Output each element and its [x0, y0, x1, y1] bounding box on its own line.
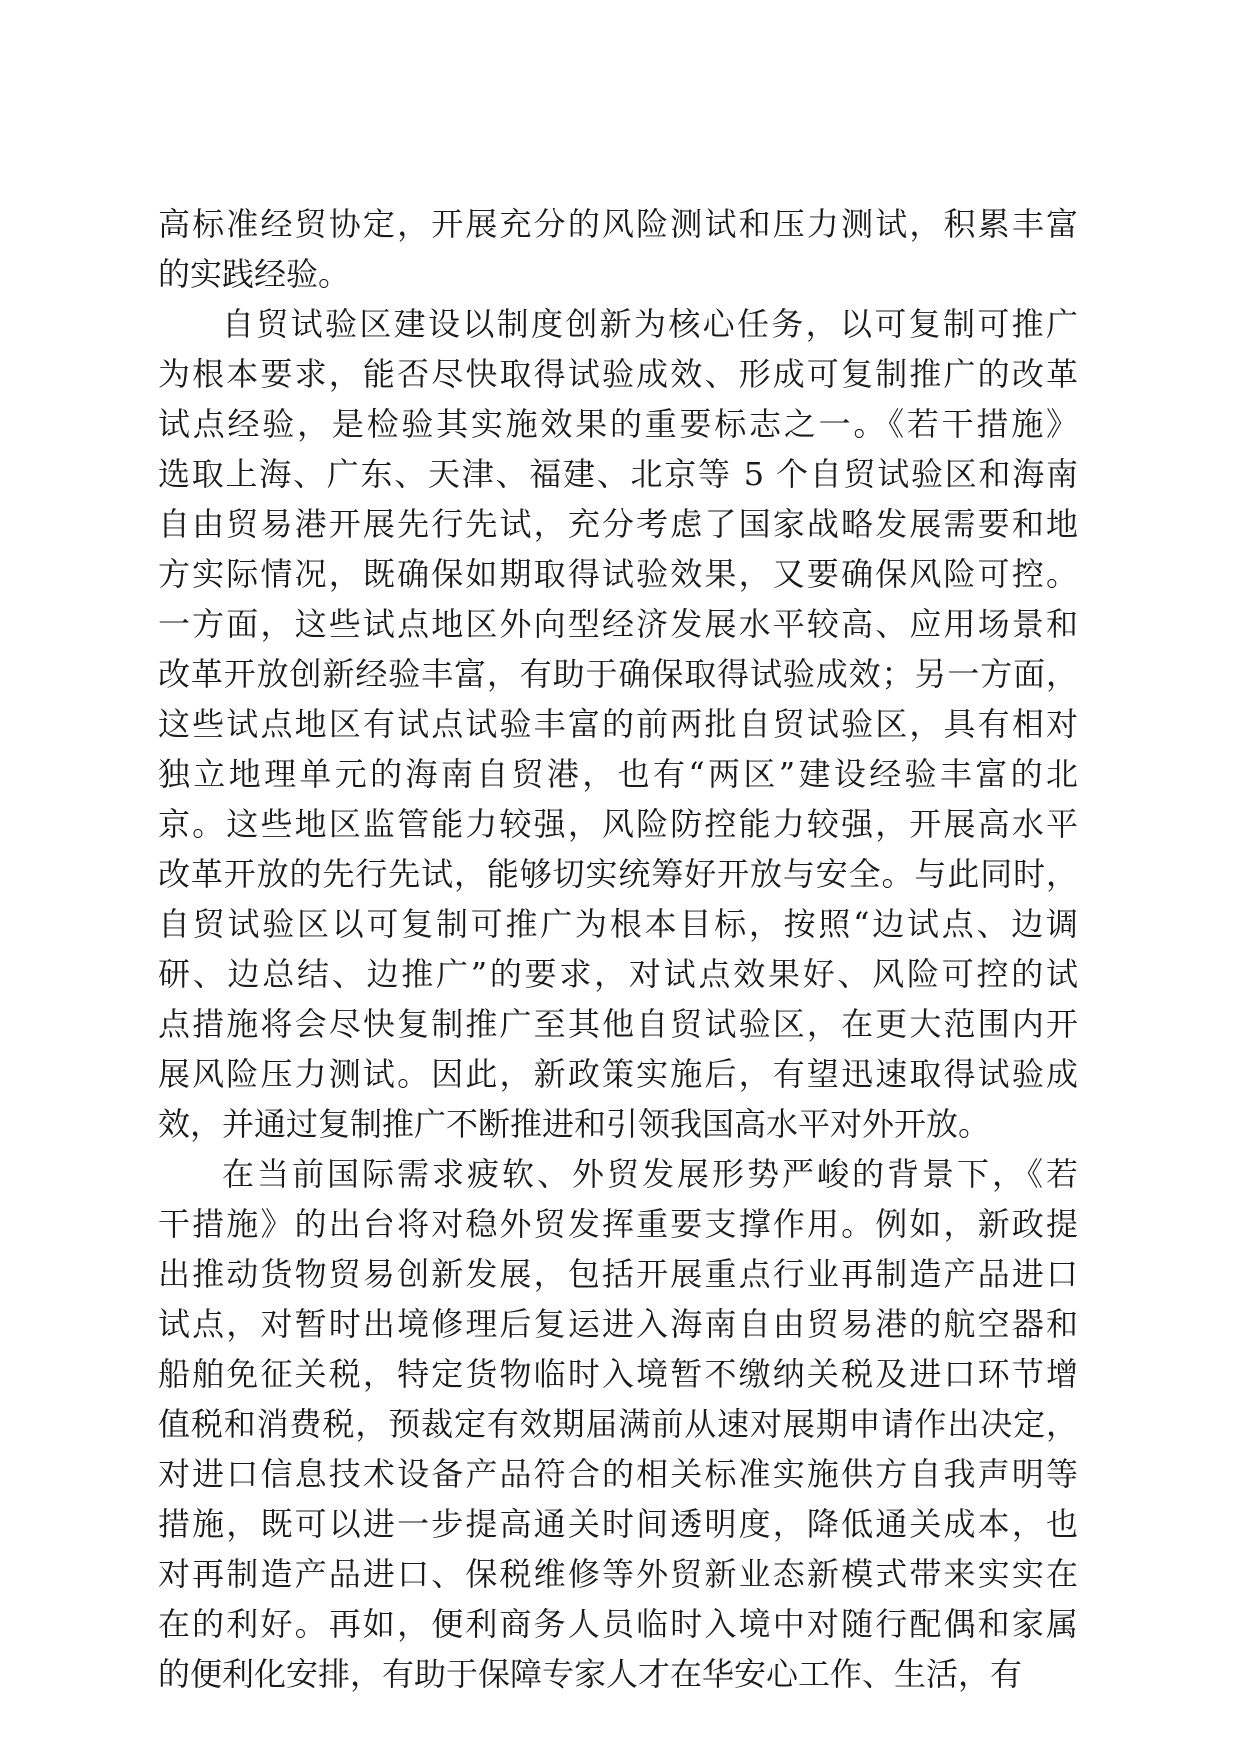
text-line: 的便利化安排，有助于保障专家人才在华安心工作、生活，有 — [158, 1655, 1023, 1693]
text-line: 点措施将会尽快复制推广至其他自贸试验区，在更大范围内开 — [158, 1005, 1078, 1043]
text-line: 效，并通过复制推广不断推进和引领我国高水平对外开放。 — [158, 1105, 991, 1143]
text-line: 试点，对暂时出境修理后复运进入海南自由贸易港的航空器和 — [158, 1305, 1078, 1343]
text-line: 出推动货物贸易创新发展，包括开展重点行业再制造产品进口 — [158, 1255, 1078, 1293]
text-line: 自贸试验区建设以制度创新为核心任务，以可复制可推广 — [222, 305, 1078, 343]
document-body — [158, 199, 1078, 1699]
text-line: 自贸试验区以可复制可推广为根本目标，按照“边试点、边调 — [158, 905, 1078, 943]
text-line: 独立地理单元的海南自贸港，也有“两区”建设经验丰富的北 — [158, 755, 1078, 793]
paragraph — [158, 1149, 1078, 1699]
text-line: 这些试点地区有试点试验丰富的前两批自贸试验区，具有相对 — [158, 705, 1078, 743]
text-line: 值税和消费税，预裁定有效期届满前从速对展期申请作出决定， — [158, 1405, 1078, 1443]
text-line: 一方面，这些试点地区外向型经济发展水平较高、应用场景和 — [158, 605, 1078, 643]
text-line: 京。这些地区监管能力较强，风险防控能力较强，开展高水平 — [158, 805, 1078, 843]
text-line: 改革开放创新经验丰富，有助于确保取得试验成效；另一方面， — [158, 655, 1078, 693]
text-line: 自由贸易港开展先行先试，充分考虑了国家战略发展需要和地 — [158, 505, 1078, 543]
text-line: 高标准经贸协定，开展充分的风险测试和压力测试，积累丰富 — [158, 205, 1078, 243]
text-line: 船舶免征关税，特定货物临时入境暂不缴纳关税及进口环节增 — [158, 1355, 1078, 1393]
paragraph — [158, 199, 1078, 299]
text-line: 对再制造产品进口、保税维修等外贸新业态新模式带来实实在 — [158, 1555, 1078, 1593]
text-line: 在当前国际需求疲软、外贸发展形势严峻的背景下，《若 — [222, 1155, 1078, 1193]
text-line: 的实践经验。 — [158, 255, 351, 293]
text-line: 为根本要求，能否尽快取得试验成效、形成可复制推广的改革 — [158, 355, 1078, 393]
text-line: 对进口信息技术设备产品符合的相关标准实施供方自我声明等 — [158, 1455, 1078, 1493]
text-line: 选取上海、广东、天津、福建、北京等 5 个自贸试验区和海南 — [158, 455, 1078, 493]
text-line: 方实际情况，既确保如期取得试验效果，又要确保风险可控。 — [158, 555, 1078, 593]
text-line: 研、边总结、边推广”的要求，对试点效果好、风险可控的试 — [158, 955, 1078, 993]
text-line: 改革开放的先行先试，能够切实统筹好开放与安全。与此同时， — [158, 855, 1078, 893]
text-line: 试点经验，是检验其实施效果的重要标志之一。《若干措施》 — [158, 405, 1078, 443]
text-line: 干措施》的出台将对稳外贸发挥重要支撑作用。例如，新政提 — [158, 1205, 1078, 1243]
text-line: 在的利好。再如，便利商务人员临时入境中对随行配偶和家属 — [158, 1605, 1078, 1643]
text-line: 措施，既可以进一步提高通关时间透明度，降低通关成本，也 — [158, 1505, 1078, 1543]
text-line: 展风险压力测试。因此，新政策实施后，有望迅速取得试验成 — [158, 1055, 1078, 1093]
paragraph — [158, 299, 1078, 1149]
